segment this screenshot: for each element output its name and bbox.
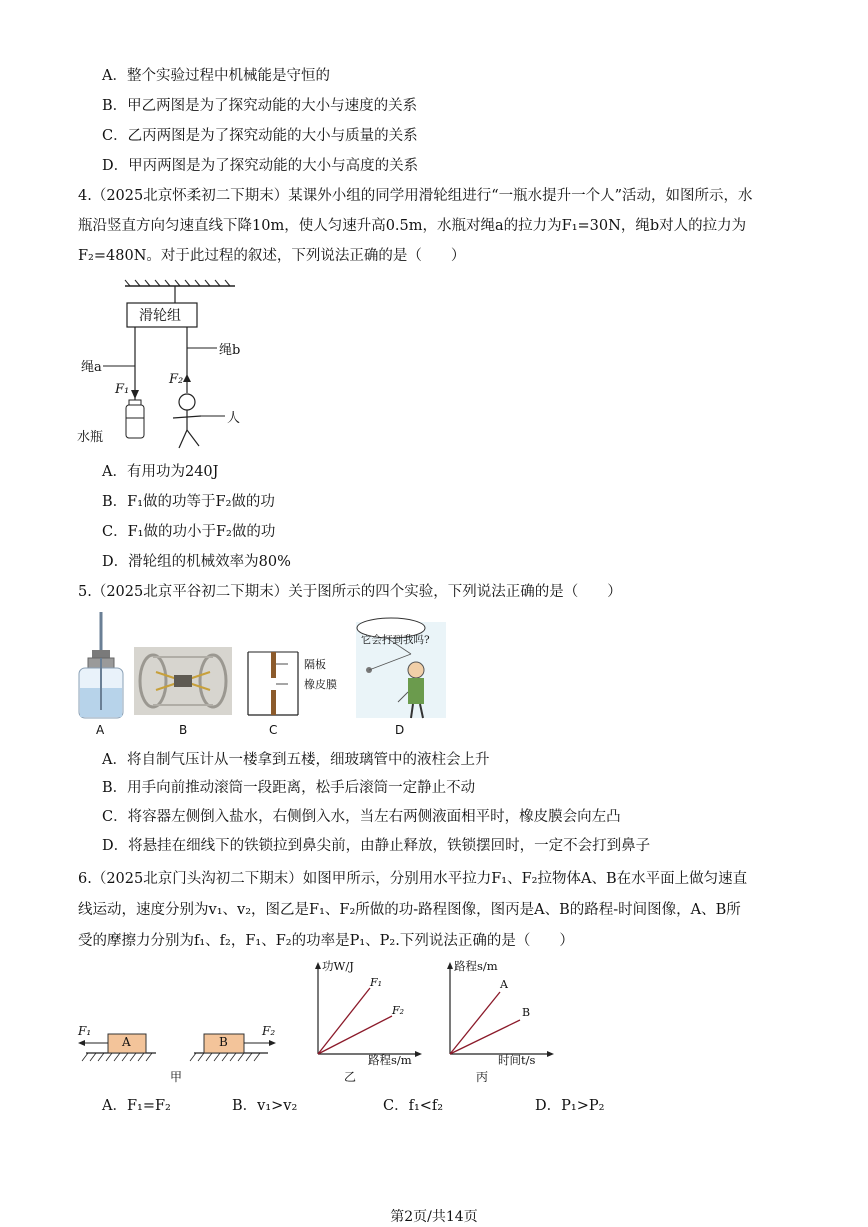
bing-ylabel: 路程s/m	[454, 959, 498, 973]
q5-caption-b: B	[179, 723, 188, 737]
q6-option-a: A．F₁=F₂	[102, 1098, 171, 1114]
q5-experiments	[76, 612, 456, 722]
q4-pulley-figure	[75, 278, 275, 458]
jia-f2-label: F₂	[262, 1024, 276, 1038]
q5-caption-d: D	[395, 723, 405, 737]
partition-label: 隔板	[304, 658, 326, 671]
q5-option-c: C．将容器左侧倒入盐水，右侧倒入水，当左右两侧液面相平时，橡皮膜会向左凸	[102, 809, 621, 825]
page-footer: 第2页/共14页	[390, 1209, 478, 1225]
block-b-label: B	[219, 1035, 228, 1049]
speech-bubble-text: 它会打到我吗?	[361, 634, 430, 646]
q3-option-c: C．乙丙两图是为了探究动能的大小与质量的关系	[102, 128, 418, 144]
q6-stem-line-2: 线运动，速度分别为v₁、v₂，图乙是F₁、F₂所做的功-路程图像，图丙是A、B的路程-时间图像，A、B所	[78, 902, 741, 918]
q6-option-c: C．f₁<f₂	[383, 1098, 444, 1114]
person-label: 人	[227, 411, 241, 426]
q3-option-b: B．甲乙两图是为了探究动能的大小与速度的关系	[102, 98, 418, 114]
q5-figure-row	[76, 612, 456, 737]
yi-caption: 乙	[344, 1070, 357, 1084]
q4-stem-line-2: 瓶沿竖直方向匀速直线下降10m，使人匀速升高0.5m，水瓶对绳a的拉力为F₁=30N，绳b对人的拉力为	[78, 218, 747, 234]
q5-option-d: D．将悬挂在细线下的铁锁拉到鼻尖前，由静止释放，铁锁摆回时，一定不会打到鼻子	[102, 838, 651, 854]
q4-option-a: A．有用功为240J	[102, 464, 219, 480]
bing-line-b: B	[522, 1006, 531, 1019]
q3-option-a: A．整个实验过程中机械能是守恒的	[102, 68, 330, 84]
q6-figure-yi	[300, 958, 430, 1086]
f1-label: F₁	[115, 382, 130, 397]
f2-label: F₂	[169, 372, 184, 387]
q4-option-b: B．F₁做的功等于F₂做的功	[102, 494, 275, 510]
jia-f1-label: F₁	[78, 1024, 92, 1038]
q4-option-d: D．滑轮组的机械效率为80%	[102, 554, 291, 570]
yi-line-f1: F₁	[370, 976, 383, 989]
yi-ylabel: 功W/J	[322, 959, 354, 973]
bing-caption: 丙	[476, 1070, 489, 1084]
q4-stem-line-1: 4.（2025北京怀柔初二下期末）某课外小组的同学用滑轮组进行“一瓶水提升一个人”活动，如图所示，水	[78, 188, 753, 204]
bottle-label: 水瓶	[77, 430, 104, 445]
q5-option-b: B．用手向前推动滚筒一段距离，松手后滚筒一定静止不动	[102, 780, 476, 796]
rope-b-label: 绳b	[219, 343, 241, 358]
q5-caption-a: A	[96, 723, 105, 737]
q6-figure-bing	[432, 958, 562, 1086]
q6-option-d: D．P₁>P₂	[535, 1098, 605, 1114]
q5-option-a: A．将自制气压计从一楼拿到五楼，细玻璃管中的液柱会上升	[102, 752, 490, 768]
q6-option-b: B．v₁>v₂	[232, 1098, 298, 1114]
q6-figure-jia	[76, 1022, 296, 1082]
q6-stem-line-3: 受的摩擦力分别为f₁、f₂，F₁、F₂的功率是P₁、P₂.下列说法正确的是（ ）	[78, 933, 574, 949]
bing-line-a: A	[500, 978, 508, 991]
pulley-label: 滑轮组	[139, 308, 181, 324]
rope-a-label: 绳a	[81, 360, 102, 375]
q3-option-d: D．甲丙两图是为了探究动能的大小与高度的关系	[102, 158, 419, 174]
jia-caption: 甲	[170, 1070, 183, 1084]
q4-stem-line-3: F₂=480N。对于此过程的叙述，下列说法正确的是（ ）	[78, 248, 466, 264]
q4-option-c: C．F₁做的功小于F₂做的功	[102, 524, 276, 540]
bing-graph	[432, 958, 562, 1068]
yi-xlabel: 路程s/m	[368, 1053, 412, 1067]
membrane-label: 橡皮膜	[304, 678, 337, 691]
q5-caption-c: C	[269, 723, 278, 737]
block-a-label: A	[122, 1035, 131, 1049]
q5-stem: 5.（2025北京平谷初二下期末）关于图所示的四个实验，下列说法正确的是（ ）	[78, 584, 622, 600]
bing-xlabel: 时间t/s	[498, 1053, 536, 1067]
yi-line-f2: F₂	[392, 1004, 405, 1017]
q6-stem-line-1: 6.（2025北京门头沟初二下期末）如图甲所示，分别用水平拉力F₁、F₂拉物体A、B在水平面上做匀速直	[78, 871, 748, 887]
